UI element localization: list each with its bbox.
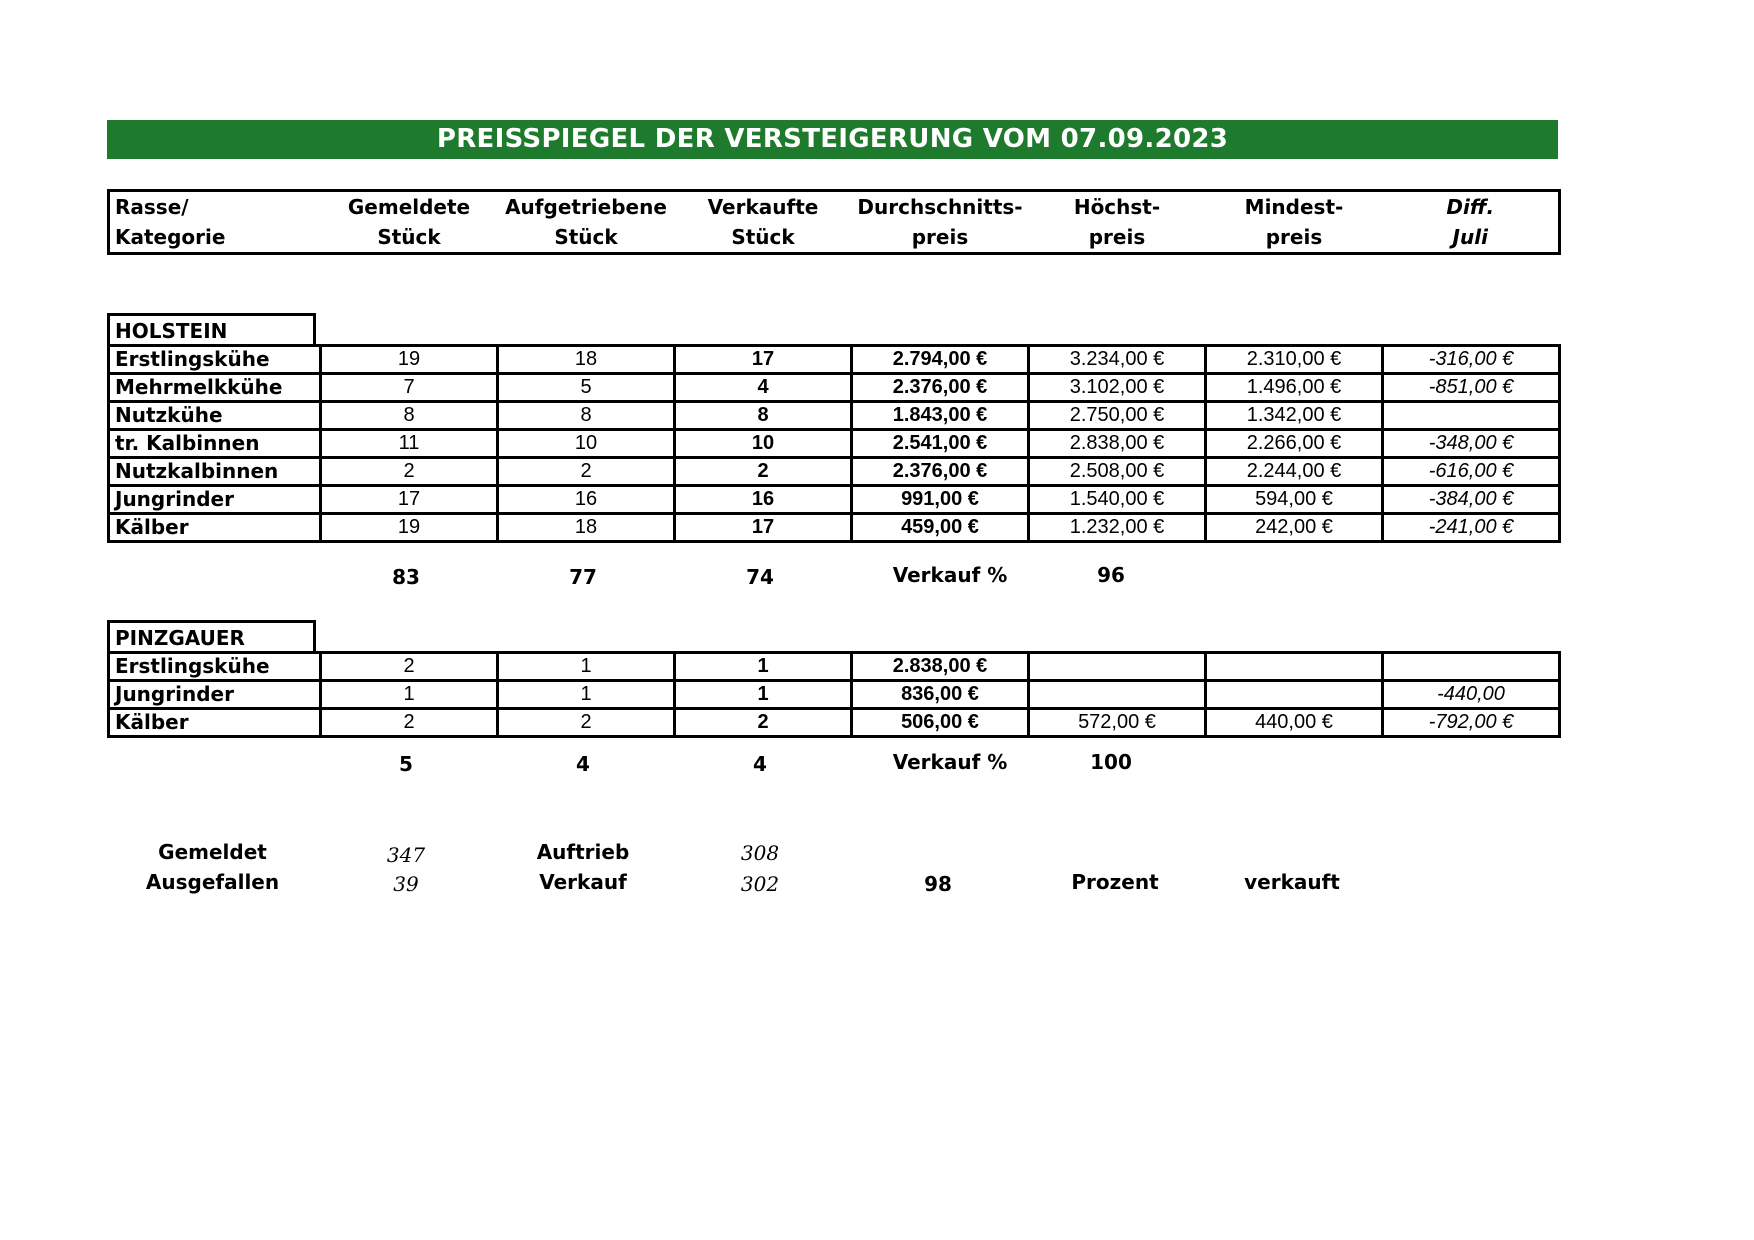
pinzgauer-sale-percent-label: Verkauf % xyxy=(892,750,1008,774)
header-max-price: Höchst- preis xyxy=(1073,195,1161,249)
cell-reported: 1 xyxy=(321,681,498,709)
cell-reported: 19 xyxy=(321,346,498,374)
cell-diff-july: -316,00 € xyxy=(1383,346,1560,374)
summary-driven-up-label: Auftrieb xyxy=(536,840,630,864)
pinzgauer-sale-percent: 100 xyxy=(1090,750,1132,774)
breed-label-pinzgauer: PINZGAUER xyxy=(107,620,316,651)
holstein-sale-percent: 96 xyxy=(1097,563,1125,587)
pinzgauer-total-reported: 5 xyxy=(399,752,413,776)
cell-reported: 2 xyxy=(321,709,498,737)
cell-sold: 8 xyxy=(675,402,852,430)
cell-driven-up: 18 xyxy=(498,346,675,374)
cell-average-price: 459,00 € xyxy=(852,514,1029,542)
cell-sold: 17 xyxy=(675,346,852,374)
cell-sold: 17 xyxy=(675,514,852,542)
cell-max-price: 2.838,00 € xyxy=(1029,430,1206,458)
cell-reported: 11 xyxy=(321,430,498,458)
cell-diff-july: -348,00 € xyxy=(1383,430,1560,458)
header-diff-july: Diff. Juli xyxy=(1446,195,1495,249)
cell-reported: 17 xyxy=(321,486,498,514)
column-header-table xyxy=(107,189,1561,255)
summary-percent-value: 98 xyxy=(924,872,952,896)
cell-min-price xyxy=(1206,681,1383,709)
summary-cancelled-label: Ausgefallen xyxy=(145,870,280,894)
summary-reported-label: Gemeldet xyxy=(158,840,267,864)
cell-average-price: 2.376,00 € xyxy=(852,374,1029,402)
cell-min-price: 2.244,00 € xyxy=(1206,458,1383,486)
table-row xyxy=(109,402,1560,430)
table-row xyxy=(109,653,1560,681)
cell-diff-july: -384,00 € xyxy=(1383,486,1560,514)
breed-label-holstein: HOLSTEIN xyxy=(107,313,316,344)
page-title: PREISSPIEGEL DER VERSTEIGERUNG VOM 07.09.2023 xyxy=(107,120,1558,159)
pinzgauer-total-driven-up: 4 xyxy=(576,752,590,776)
cell-sold: 4 xyxy=(675,374,852,402)
cell-reported: 2 xyxy=(321,653,498,681)
cell-diff-july: -792,00 € xyxy=(1383,709,1560,737)
cell-max-price: 2.750,00 € xyxy=(1029,402,1206,430)
cell-max-price: 1.540,00 € xyxy=(1029,486,1206,514)
pinzgauer-table xyxy=(107,651,1561,738)
cell-average-price: 1.843,00 € xyxy=(852,402,1029,430)
cell-min-price: 2.310,00 € xyxy=(1206,346,1383,374)
cell-average-price: 991,00 € xyxy=(852,486,1029,514)
cell-average-price: 2.541,00 € xyxy=(852,430,1029,458)
table-row xyxy=(109,709,1560,737)
cell-max-price xyxy=(1029,681,1206,709)
summary-percent-label: Prozent xyxy=(1071,870,1159,894)
cell-average-price: 2.838,00 € xyxy=(852,653,1029,681)
cell-category: Jungrinder xyxy=(109,486,321,514)
cell-sold: 1 xyxy=(675,653,852,681)
summary-sold-text: verkauft xyxy=(1244,870,1340,894)
cell-average-price: 506,00 € xyxy=(852,709,1029,737)
cell-category: Mehrmelkkühe xyxy=(109,374,321,402)
cell-sold: 10 xyxy=(675,430,852,458)
cell-min-price: 242,00 € xyxy=(1206,514,1383,542)
holstein-total-reported: 83 xyxy=(392,565,420,589)
table-row xyxy=(109,514,1560,542)
cell-max-price: 1.232,00 € xyxy=(1029,514,1206,542)
table-row xyxy=(109,346,1560,374)
cell-diff-july xyxy=(1383,653,1560,681)
summary-sold-label: Verkauf xyxy=(539,870,627,894)
cell-max-price: 3.102,00 € xyxy=(1029,374,1206,402)
table-row xyxy=(109,430,1560,458)
holstein-sale-percent-label: Verkauf % xyxy=(892,563,1008,587)
cell-sold: 2 xyxy=(675,709,852,737)
cell-driven-up: 16 xyxy=(498,486,675,514)
cell-diff-july: -616,00 € xyxy=(1383,458,1560,486)
table-row xyxy=(109,458,1560,486)
cell-average-price: 2.376,00 € xyxy=(852,458,1029,486)
header-sold: Verkaufte Stück xyxy=(707,195,819,249)
cell-max-price xyxy=(1029,653,1206,681)
cell-min-price: 594,00 € xyxy=(1206,486,1383,514)
cell-sold: 1 xyxy=(675,681,852,709)
cell-reported: 7 xyxy=(321,374,498,402)
cell-min-price: 1.342,00 € xyxy=(1206,402,1383,430)
cell-average-price: 836,00 € xyxy=(852,681,1029,709)
pinzgauer-total-sold: 4 xyxy=(753,752,767,776)
cell-sold: 16 xyxy=(675,486,852,514)
cell-driven-up: 8 xyxy=(498,402,675,430)
holstein-total-sold: 74 xyxy=(746,565,774,589)
table-row xyxy=(109,486,1560,514)
cell-reported: 2 xyxy=(321,458,498,486)
cell-max-price: 572,00 € xyxy=(1029,709,1206,737)
summary-sold-value: 302 xyxy=(740,872,780,896)
cell-max-price: 2.508,00 € xyxy=(1029,458,1206,486)
table-row xyxy=(109,681,1560,709)
holstein-total-driven-up: 77 xyxy=(569,565,597,589)
cell-category: Erstlingskühe xyxy=(109,653,321,681)
cell-sold: 2 xyxy=(675,458,852,486)
cell-category: Erstlingskühe xyxy=(109,346,321,374)
cell-diff-july xyxy=(1383,402,1560,430)
cell-min-price xyxy=(1206,653,1383,681)
cell-min-price: 1.496,00 € xyxy=(1206,374,1383,402)
cell-driven-up: 18 xyxy=(498,514,675,542)
cell-diff-july: -440,00 xyxy=(1383,681,1560,709)
summary-driven-up-value: 308 xyxy=(740,841,780,865)
cell-category: Nutzkalbinnen xyxy=(109,458,321,486)
cell-average-price: 2.794,00 € xyxy=(852,346,1029,374)
cell-category: Jungrinder xyxy=(109,681,321,709)
header-average-price: Durchschnitts- preis xyxy=(857,195,1023,249)
cell-min-price: 2.266,00 € xyxy=(1206,430,1383,458)
header-breed-category: Rasse/ Kategorie xyxy=(115,195,226,249)
summary-cancelled-value: 39 xyxy=(393,872,419,896)
cell-category: Nutzkühe xyxy=(109,402,321,430)
cell-diff-july: -851,00 € xyxy=(1383,374,1560,402)
cell-category: tr. Kalbinnen xyxy=(109,430,321,458)
table-row xyxy=(109,374,1560,402)
cell-driven-up: 10 xyxy=(498,430,675,458)
cell-diff-july: -241,00 € xyxy=(1383,514,1560,542)
header-driven-up: Aufgetriebene Stück xyxy=(505,195,667,249)
cell-reported: 8 xyxy=(321,402,498,430)
cell-driven-up: 2 xyxy=(498,709,675,737)
cell-max-price: 3.234,00 € xyxy=(1029,346,1206,374)
holstein-table xyxy=(107,344,1561,543)
cell-driven-up: 1 xyxy=(498,681,675,709)
cell-driven-up: 2 xyxy=(498,458,675,486)
cell-min-price: 440,00 € xyxy=(1206,709,1383,737)
header-reported: Gemeldete Stück xyxy=(347,195,471,249)
cell-driven-up: 1 xyxy=(498,653,675,681)
cell-reported: 19 xyxy=(321,514,498,542)
cell-category: Kälber xyxy=(109,514,321,542)
cell-category: Kälber xyxy=(109,709,321,737)
cell-driven-up: 5 xyxy=(498,374,675,402)
summary-reported-value: 347 xyxy=(386,843,426,867)
header-min-price: Mindest- preis xyxy=(1244,195,1344,249)
